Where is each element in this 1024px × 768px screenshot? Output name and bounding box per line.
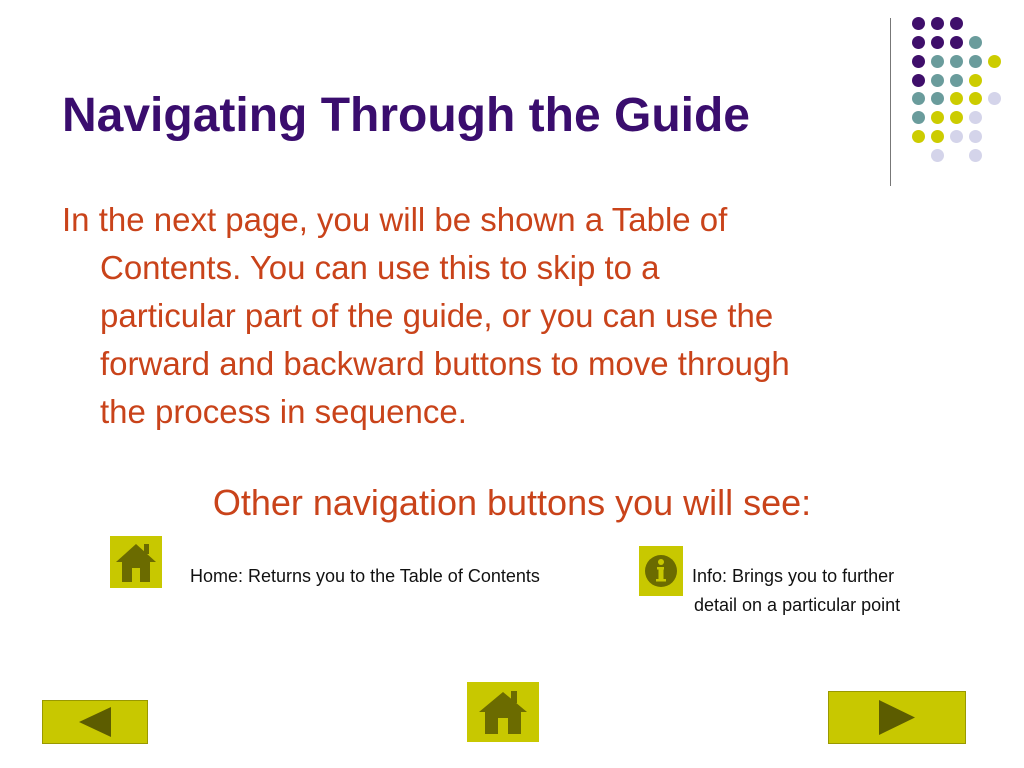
decor-dot — [969, 36, 982, 49]
legend-home-button — [110, 536, 162, 588]
right-arrow-icon — [829, 692, 965, 743]
legend-info-button — [639, 546, 683, 596]
decor-dot — [931, 149, 944, 162]
decor-dot — [912, 17, 925, 30]
decor-dot — [912, 92, 925, 105]
decor-dot — [950, 55, 963, 68]
decor-dot — [931, 74, 944, 87]
decor-dot — [969, 149, 982, 162]
home-description: Home: Returns you to the Table of Contents — [190, 566, 540, 586]
decor-dot — [931, 17, 944, 30]
decor-dot — [969, 111, 982, 124]
paragraph-line: In the next page, you will be shown a Table of — [62, 201, 728, 238]
decor-dot — [912, 55, 925, 68]
title-divider — [890, 18, 891, 186]
info-description — [692, 562, 952, 620]
decor-dot — [931, 111, 944, 124]
home-icon — [110, 536, 162, 588]
home-nav-button[interactable] — [467, 682, 539, 742]
intro-paragraph — [62, 196, 982, 436]
decor-dot — [950, 74, 963, 87]
info-icon — [639, 546, 683, 596]
paragraph-line: forward and backward buttons to move through — [100, 345, 790, 382]
decor-dot — [931, 92, 944, 105]
decor-dot — [931, 130, 944, 143]
decor-dot — [950, 92, 963, 105]
info-description-line: Info: Brings you to further — [692, 566, 895, 586]
decor-dot — [950, 17, 963, 30]
decor-dot — [969, 55, 982, 68]
decor-dot — [931, 55, 944, 68]
decor-dot — [969, 92, 982, 105]
decor-dot — [950, 36, 963, 49]
decor-dot — [988, 55, 1001, 68]
decor-dot — [912, 74, 925, 87]
decor-dot — [969, 130, 982, 143]
slide-title: Navigating Through the Guide — [62, 89, 750, 142]
forward-button[interactable] — [828, 691, 966, 744]
decor-dot — [950, 111, 963, 124]
paragraph-line: the process in sequence. — [100, 393, 467, 430]
back-button[interactable] — [42, 700, 148, 744]
info-description-line: detail on a particular point — [694, 595, 901, 615]
home-icon — [467, 682, 539, 742]
decor-dot — [912, 36, 925, 49]
nav-buttons-heading: Other navigation buttons you will see: — [212, 482, 812, 523]
decor-dot — [950, 130, 963, 143]
decor-dot — [912, 111, 925, 124]
paragraph-line: Contents. You can use this to skip to a — [100, 249, 660, 286]
paragraph-line: particular part of the guide, or you can use the — [100, 297, 774, 334]
decor-dot — [912, 130, 925, 143]
decor-dot — [931, 36, 944, 49]
decor-dot — [969, 74, 982, 87]
decor-dot — [988, 92, 1001, 105]
left-arrow-icon — [43, 701, 147, 743]
